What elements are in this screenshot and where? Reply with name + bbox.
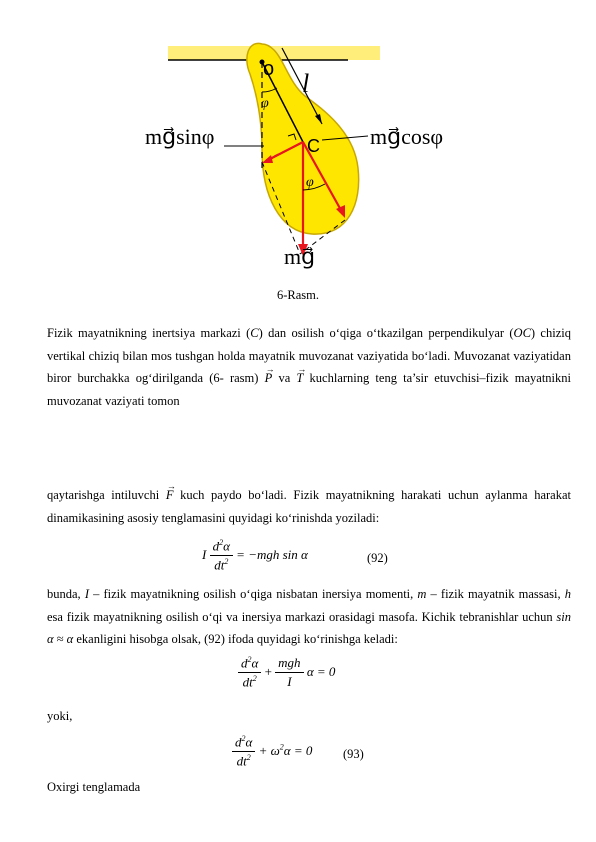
- eq93-rhs: + $\omega^2\alpha = 0$: [258, 742, 313, 758]
- label-l: l: [302, 69, 310, 98]
- eq92-number: (92): [367, 551, 388, 565]
- p1-c: C: [250, 326, 259, 340]
- last-line: Oxirgi tenglamada: [47, 780, 141, 794]
- label-o: o: [263, 58, 275, 80]
- p1-text-4: kuchlarning teng ta’sir etuvchisi–fizik mayatnikni muvozanat vaziyati tomon: [47, 371, 571, 408]
- p3-h: h: [564, 587, 571, 601]
- p1-text-3: ) chiziq vertikal chiziq bilan mos tushgan holda mayatnik muvozanat vaziyatida bo‘ladi. Muvozanat vaziyatidan biror burchakka og‘dirilganda (6- rasm): [47, 326, 571, 385]
- vector-f: → F: [166, 484, 174, 507]
- eq92-I: I: [202, 546, 207, 562]
- p2-text-2: kuch paydo bo‘ladi. Fizik mayatnikning harakati uchun aylanma harakat dinamikasining asosiy tenglamasini quyidagi ko‘rinishda yoziladi:: [47, 488, 572, 525]
- pendulum-diagram: [0, 0, 596, 270]
- label-mgcos: mg⃗cosφ: [370, 124, 444, 149]
- p1-va: va: [272, 371, 297, 385]
- eq92-fraction: $\frac{d^2\alpha}{dt^2}$: [210, 538, 233, 574]
- eq93-fraction: $\frac{d^2\alpha}{dt^2}$: [232, 734, 255, 770]
- paragraph-2: [47, 484, 571, 529]
- eq93-number: (93): [343, 747, 364, 761]
- p1-text-1: Fizik mayatnikning inertsiya markazi (: [47, 326, 251, 340]
- paragraph-3: bunda, I – fizik mayatnikning osilish o‘qiga nisbatan inersiya momenti, m – fizik mayatnik massasi, h esa fizik mayatnikning osilish o‘qi va inersiya markazi orasidagi masofa. Kichik tebranishlar uchun sin α ≈ α ekanligini hisobga olsak, (92) ifoda quyidagi ko‘rinishga keladi:: [47, 587, 571, 646]
- label-mgsin: mg⃗sinφ: [145, 124, 215, 149]
- label-c: C: [307, 136, 320, 156]
- p3-m: m: [417, 587, 427, 601]
- paragraph-1: [47, 322, 571, 412]
- p1-text-2: ) dan osilish o‘qiga o‘tkazilgan perpendikulyar (: [258, 326, 514, 340]
- vector-t: → T: [296, 367, 303, 390]
- eqb-plus: +: [264, 663, 272, 679]
- eqb-fraction-2: $\frac{\text{mgh}}{I}$: [275, 655, 303, 690]
- figure-caption: 6-Rasm.: [276, 288, 319, 302]
- yoki-line: yoki,: [47, 709, 73, 723]
- equation-92: [202, 538, 308, 574]
- equation-intermediate: [238, 655, 335, 691]
- vector-p: → P: [265, 367, 273, 390]
- p3-approx: sin α ≈ α: [47, 609, 571, 646]
- eq92-rhs: = −mgh sin α: [236, 546, 308, 562]
- p2-text-1: qaytarishga intiluvchi: [47, 488, 166, 502]
- p3-I: I: [84, 587, 89, 601]
- eqb-rhs: α = 0: [306, 663, 336, 679]
- eqb-fraction-1: $\frac{d^2\alpha}{dt^2}$: [238, 655, 261, 691]
- equation-93: [232, 734, 312, 770]
- pendulum-figure: [0, 0, 596, 270]
- p1-oc: OC: [513, 326, 531, 340]
- label-mg: mg⃗: [284, 244, 316, 269]
- label-phi-top: φ: [261, 96, 269, 111]
- label-phi-bottom: φ: [306, 175, 314, 190]
